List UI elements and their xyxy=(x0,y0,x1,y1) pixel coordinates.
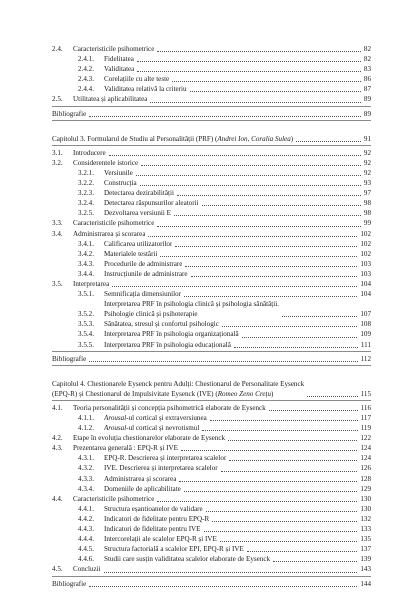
entry-page: 108 xyxy=(360,320,371,329)
entry-number: 3.2.5. xyxy=(78,209,94,218)
entry-title: Validitatea relativă la criteriu xyxy=(104,85,187,94)
entry-number: 2.4.1. xyxy=(78,55,94,64)
chapter-4-title: Capitolul 4. Chestionarele Eysenck pentru Adulți: Chestionarul de Personalitate Eysenck (EPQ-R) și Chestionarul de Impulsivitate Eysenck (IVE) (Romeo Zeno Crețu) xyxy=(52,379,305,398)
entry-title: Semnificația dimensiunilor xyxy=(104,290,182,299)
entry-page: 144 xyxy=(360,579,371,588)
toc-entry-3-2-2[interactable] xyxy=(52,178,371,188)
toc-entry-2-4-2[interactable] xyxy=(52,64,371,74)
separator-line xyxy=(52,400,371,401)
entry-number: 3.5.3. xyxy=(78,320,94,329)
toc-entry-4-4-4[interactable] xyxy=(52,534,371,544)
entry-number: 3.4.1. xyxy=(78,239,94,248)
entry-title: Caracteristicile psihometrice xyxy=(73,494,155,503)
entry-number: 3.2.2. xyxy=(78,179,94,188)
entry-title: Domeniile de aplicabilitate xyxy=(104,484,181,493)
toc-entry-4-4-3[interactable] xyxy=(52,524,371,534)
toc-chapter4 xyxy=(52,379,371,589)
entry-page: 92 xyxy=(363,148,371,157)
entry-number: 2.4.4. xyxy=(78,85,94,94)
toc-entry-2-4-4[interactable] xyxy=(52,84,371,94)
entry-page: 82 xyxy=(363,55,371,64)
entry-number: 3.4.3. xyxy=(78,259,94,268)
entry-number: 4.3.4. xyxy=(78,484,94,493)
separator-line xyxy=(52,145,371,146)
entry-title: Introducere xyxy=(73,148,106,157)
toc-entry-4-4-2[interactable] xyxy=(52,514,371,524)
entry-page: 111 xyxy=(360,340,371,349)
entry-page: 137 xyxy=(360,545,371,554)
entry-page: 98 xyxy=(363,199,371,208)
entry-page: 103 xyxy=(360,259,371,268)
entry-page: 126 xyxy=(360,464,371,473)
entry-number: 2.5. xyxy=(52,95,63,104)
entry-title: Caracteristicile psihometrice xyxy=(73,219,155,228)
toc-entry-3-5[interactable] xyxy=(52,279,371,289)
entry-title: Bibliografie xyxy=(52,354,87,363)
toc-section-chapter2-end xyxy=(52,44,371,119)
entry-title: Administrarea și scorarea xyxy=(104,474,177,483)
entry-title: Administrarea și scorarea xyxy=(73,229,146,238)
entry-page: 83 xyxy=(363,65,371,74)
toc-chapter-3-entry[interactable] xyxy=(52,134,371,144)
entry-title: Considerentele istorice xyxy=(73,158,139,167)
entry-3-5-2-line1: Interpretarea PRF în psihologia clinică și psihologia sănătății. xyxy=(104,300,279,309)
entry-page: 124 xyxy=(360,444,371,453)
entry-page: 129 xyxy=(360,484,371,493)
entry-page: 124 xyxy=(360,454,371,463)
entry-page: 92 xyxy=(363,158,371,167)
entry-page: 89 xyxy=(363,109,371,118)
toc-entry-bibliografie[interactable] xyxy=(52,354,371,364)
entry-number: 3.2.4. xyxy=(78,199,94,208)
entry-page: 130 xyxy=(360,504,371,513)
toc-entry-2-4-3[interactable] xyxy=(52,74,371,84)
entry-title: Materialele testării xyxy=(104,249,158,258)
entry-number: 3.5.5. xyxy=(78,340,94,349)
toc-chapter3 xyxy=(52,134,371,366)
toc-entry-3-5-5[interactable] xyxy=(52,340,371,350)
entry-page: 135 xyxy=(360,535,371,544)
toc-entry-3-4-2[interactable] xyxy=(52,249,371,259)
entry-title: Procedurile de administrare xyxy=(104,259,183,268)
entry-number: 4.4.2. xyxy=(78,514,94,523)
entry-number: 2.4.2. xyxy=(78,65,94,74)
toc-entry-2-5[interactable] xyxy=(52,94,371,104)
toc-entry-3-5-3[interactable] xyxy=(52,319,371,329)
entry-page: 93 xyxy=(363,179,371,188)
entry-title: Interpretarea xyxy=(73,279,110,288)
entry-title: Structura factorială a scalelor EPI, EPQ-R și IVE xyxy=(104,545,244,554)
entry-page: 128 xyxy=(360,474,371,483)
entry-title: Etape în evoluția chestionarelor elaborate de Eysenck xyxy=(73,434,226,443)
entry-page: 112 xyxy=(360,354,371,363)
entry-number: 4.1.2. xyxy=(78,424,94,433)
entry-title: Indicatori de fidelitate pentru IVE xyxy=(104,525,201,534)
entry-title: Teoria personalității și concepția psihometrică elaborate de Eysenck xyxy=(73,403,266,412)
toc-entry-3-4-1[interactable] xyxy=(52,239,371,249)
entry-number: 2.4. xyxy=(52,45,63,53)
entry-number: 4.4. xyxy=(52,494,63,503)
entry-title: Interpretarea PRF în psihologia educațională xyxy=(104,340,231,349)
entry-title: Interpretarea PRF în psihologia organizațională xyxy=(104,330,239,339)
entry-page: 117 xyxy=(360,414,371,422)
entry-title: IVE. Descrierea și interpretarea scalelor xyxy=(104,464,218,473)
entry-number: 4.4.3. xyxy=(78,525,94,534)
toc-entry-4-3-4[interactable] xyxy=(52,484,371,494)
entry-title: Utilitatea și aplicabilitatea xyxy=(73,95,148,104)
toc-entry-3-4-4[interactable] xyxy=(52,269,371,279)
toc-entry-bibliografie[interactable] xyxy=(52,579,371,589)
toc-entry-4-3-2[interactable] xyxy=(52,463,371,473)
toc-entry-2-4[interactable] xyxy=(52,44,371,54)
entry-title: Instrucțiunile de administrare xyxy=(104,269,188,278)
entry-number: 4.4.4. xyxy=(78,535,94,544)
entry-page: 143 xyxy=(360,565,371,574)
entry-title: Arousal-ul cortical și nevrotismul xyxy=(104,424,200,433)
entry-title: Validitatea xyxy=(104,65,135,74)
toc-entry-3-4-3[interactable] xyxy=(52,259,371,269)
toc-entry-4-4-1[interactable] xyxy=(52,504,371,514)
toc-entry-4-1-2[interactable] xyxy=(52,423,371,433)
toc-entry-4-5[interactable] xyxy=(52,564,371,574)
chapter-4-page: 115 xyxy=(360,389,371,398)
chapter-3-title: Capitolul 3. Formularul de Studiu al Personalității (PRF) (Andrei Ion, Coralia Sulea) xyxy=(52,134,294,143)
entry-title: Detectarea răspunsurilor aleatorii xyxy=(104,199,199,208)
entry-page: 122 xyxy=(360,434,371,443)
toc-entry-4-3-1[interactable] xyxy=(52,453,371,463)
toc-entry-3-3[interactable] xyxy=(52,218,371,228)
separator-line xyxy=(52,576,371,577)
toc-entry-3-1[interactable] xyxy=(52,148,371,158)
separator-line xyxy=(52,106,371,107)
entry-title: Concluzii xyxy=(73,565,101,574)
entry-title: Corelațiile cu alte teste xyxy=(104,75,170,84)
entry-page: 92 xyxy=(363,168,371,177)
entry-title: Versiunile xyxy=(104,168,133,177)
entry-title: Arousal-ul cortical și extraversiunea xyxy=(104,414,207,422)
toc-entry-4-1[interactable] xyxy=(52,403,371,413)
toc-entry-3-2-4[interactable] xyxy=(52,198,371,208)
entry-number: 3.1. xyxy=(52,148,63,157)
toc-entry-3-2-1[interactable] xyxy=(52,168,371,178)
toc-entry-4-4[interactable] xyxy=(52,494,371,504)
entry-page: 87 xyxy=(363,85,371,94)
entry-page: 102 xyxy=(360,229,371,238)
entry-3-5-2-line2: Psihologie clinică și psihoterapie xyxy=(104,310,198,319)
entry-title: Caracteristicile psihometrice xyxy=(73,45,155,53)
entry-number: 4.3. xyxy=(52,444,63,453)
entry-number: 3.5.1. xyxy=(78,290,94,299)
entry-page: 133 xyxy=(360,525,371,534)
entry-page: 132 xyxy=(360,514,371,523)
entry-page: 109 xyxy=(360,330,371,339)
entry-number: 4.3.3. xyxy=(78,474,94,483)
toc-entry-3-5-1[interactable] xyxy=(52,289,371,299)
separator-line xyxy=(52,351,371,352)
entry-page: 86 xyxy=(363,75,371,84)
entry-number: 3.2.3. xyxy=(78,189,94,198)
separator-line xyxy=(52,365,371,366)
entry-title: Bibliografie xyxy=(52,109,87,118)
entry-number: 4.4.1. xyxy=(78,504,94,513)
entry-title: Bibliografie xyxy=(52,579,87,588)
toc-entry-3-5-2[interactable]: 3.5.2. Interpretarea PRF în psihologia clinică și psihologia sănătății. Psihologie clinică și psihoterapie 107 xyxy=(78,300,371,319)
entry-title: Dezvoltarea versiunii E xyxy=(104,209,171,218)
toc-entry-4-4-5[interactable] xyxy=(52,544,371,554)
entry-page: 102 xyxy=(360,239,371,248)
entry-page: 99 xyxy=(363,219,371,228)
entry-number: 3.5. xyxy=(52,279,63,288)
toc-chapter-4-entry[interactable] xyxy=(52,379,371,399)
toc-entry-bibliografie[interactable] xyxy=(52,109,371,119)
entry-title: Intercorelații ale scalelor EPQ-R și IVE xyxy=(104,535,217,544)
entry-title: Fidelitatea xyxy=(104,55,134,64)
entry-page: 102 xyxy=(360,249,371,258)
separator-line xyxy=(52,120,371,121)
toc-entry-4-3[interactable] xyxy=(52,443,371,453)
entry-page: 89 xyxy=(363,95,371,104)
entry-page: 116 xyxy=(360,403,371,412)
entry-number: 2.4.3. xyxy=(78,75,94,84)
entry-page: 119 xyxy=(360,424,371,433)
entry-page: 97 xyxy=(363,189,371,198)
entry-title: EPQ-R. Descrierea și interpretarea scalelor xyxy=(104,454,227,463)
entry-page: 104 xyxy=(360,290,371,299)
entry-title: Indicatori de fidelitate pentru EPQ-R xyxy=(104,514,210,523)
entry-number: 4.1. xyxy=(52,403,63,412)
entry-number: 3.2. xyxy=(52,158,63,167)
toc-entry-3-2-3[interactable] xyxy=(52,188,371,198)
entry-number: 3.5.4. xyxy=(78,330,94,339)
toc-entry-3-2[interactable] xyxy=(52,158,371,168)
toc-entry-4-1-1[interactable] xyxy=(52,413,371,423)
entry-title: Prezentarea generală : EPQ-R și IVE xyxy=(73,444,178,453)
toc-entry-4-3-3[interactable] xyxy=(52,474,371,484)
entry-number: 3.3. xyxy=(52,219,63,228)
entry-page: 104 xyxy=(360,279,371,288)
entry-number: 4.3.1. xyxy=(78,454,94,463)
toc-entry-3-4[interactable] xyxy=(52,229,371,239)
toc-entry-4-4-6[interactable]: 4.4.6. Studii care susțin validitatea scalelor elaborate de Eysenck 139 xyxy=(78,555,371,564)
entry-title: Sănătatea, stresul și confortul psihologic xyxy=(104,320,219,329)
entry-title: Structura eșantioanelor de validare xyxy=(104,504,203,513)
entry-page: 103 xyxy=(360,269,371,278)
entry-number: 3.4. xyxy=(52,229,63,238)
entry-number: 4.5. xyxy=(52,565,63,574)
entry-title: Calificarea utilizatorilor xyxy=(104,239,173,248)
entry-number: 4.2. xyxy=(52,434,63,443)
toc-entry-3-5-4[interactable] xyxy=(52,329,371,339)
entry-title: Construcția xyxy=(104,179,137,188)
entry-number: 4.1.1. xyxy=(78,414,94,422)
entry-page: 82 xyxy=(363,45,371,53)
toc-entry-2-4-1[interactable] xyxy=(52,54,371,64)
entry-page: 98 xyxy=(363,209,371,218)
entry-number: 3.4.4. xyxy=(78,269,94,278)
entry-title: Detectarea dezirabilității xyxy=(104,189,174,198)
entry-number: 3.4.2. xyxy=(78,249,94,258)
entry-number: 4.4.5. xyxy=(78,545,94,554)
entry-page: 130 xyxy=(360,494,371,503)
entry-number: 3.2.1. xyxy=(78,168,94,177)
toc-entry-3-2-5[interactable] xyxy=(52,208,371,218)
chapter-3-page: 91 xyxy=(363,134,371,143)
toc-entry-4-2[interactable] xyxy=(52,433,371,443)
entry-number: 4.3.2. xyxy=(78,464,94,473)
